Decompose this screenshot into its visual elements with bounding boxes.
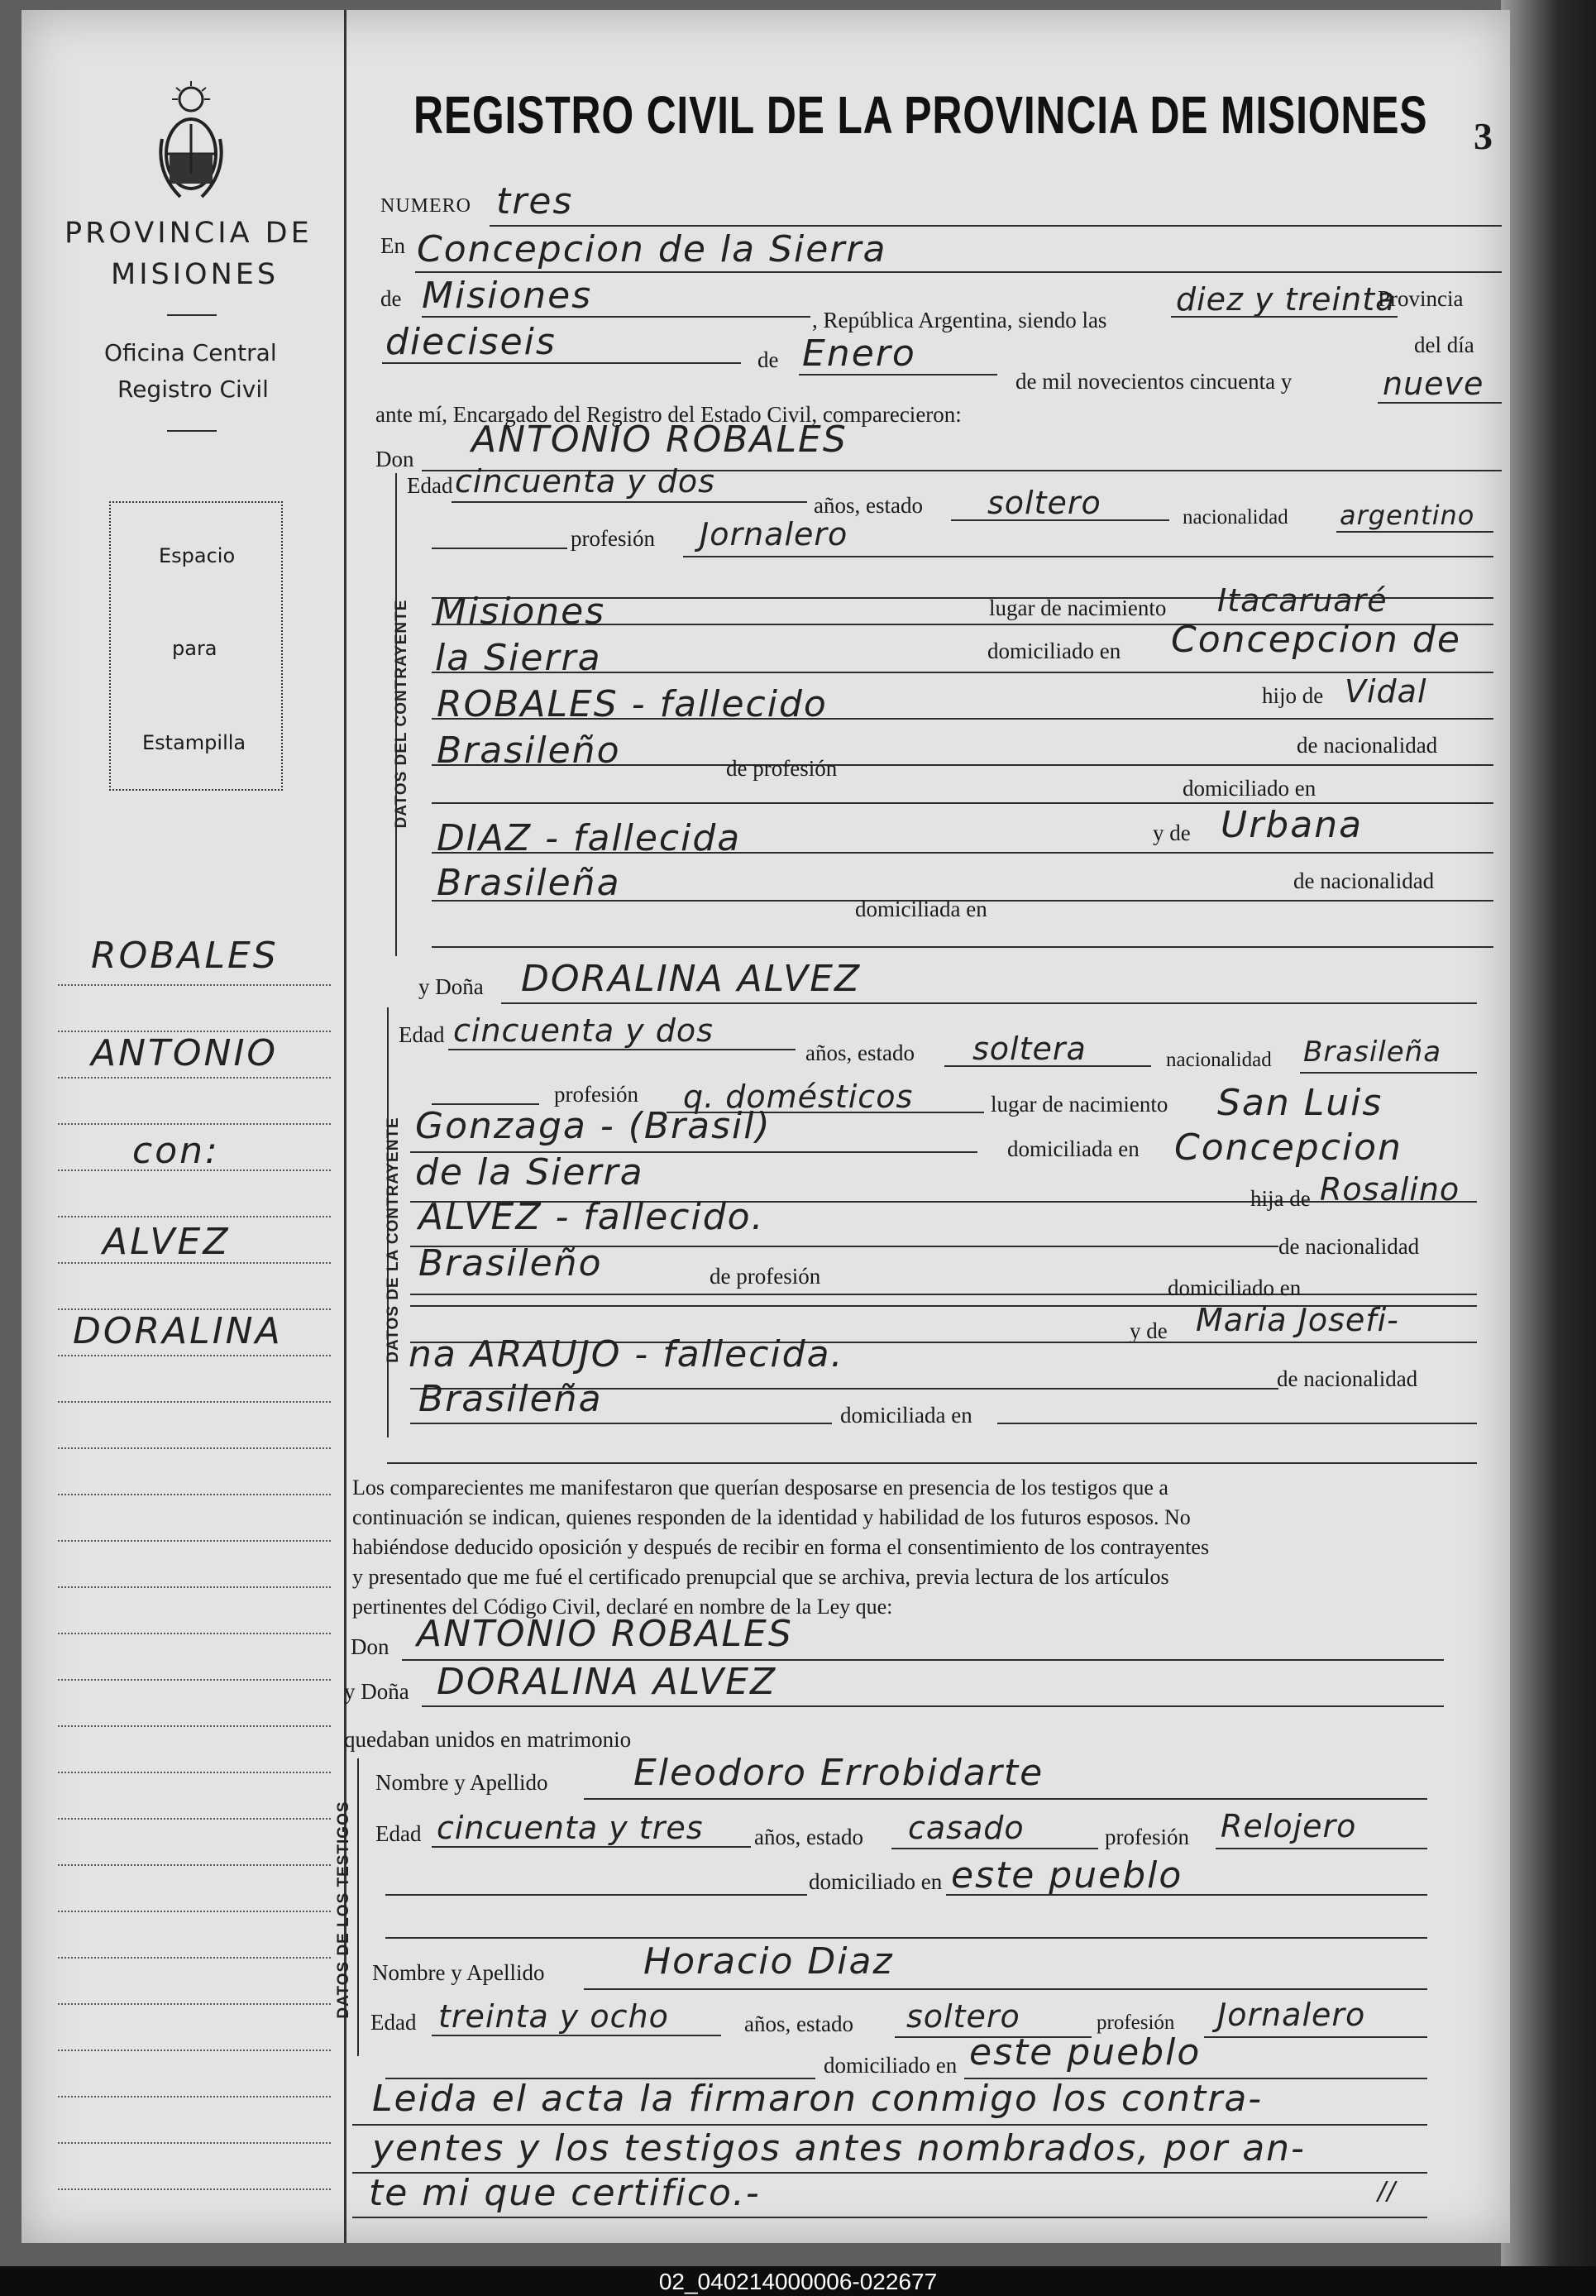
groom-domicilio-value: Concepcion de bbox=[1171, 619, 1461, 661]
domiciliado-label: domiciliado en bbox=[987, 639, 1121, 663]
closing-line: te mi que certifico.- bbox=[369, 2172, 761, 2214]
field-line bbox=[410, 1294, 1477, 1295]
declaration-line: y presentado que me fué el certificado prenupcial que se archiva, previa lectura de los artículos bbox=[352, 1565, 1169, 1589]
ruled-line bbox=[58, 1447, 331, 1449]
groom-padre-apellido: ROBALES - fallecido bbox=[437, 683, 828, 725]
bride-profesion-value: q. domésticos bbox=[683, 1079, 914, 1115]
bride-lugar-value: San Luis bbox=[1217, 1082, 1383, 1124]
ante-mi-text: ante mí, Encargado del Registro del Estado Civil, comparecieron: bbox=[375, 402, 962, 427]
nacionalidad-label: nacionalidad bbox=[1183, 506, 1288, 529]
field-line bbox=[944, 1065, 1151, 1067]
hora-value: diez y treinta bbox=[1176, 281, 1396, 318]
y-de-label: y de bbox=[1130, 1318, 1168, 1343]
groom-estado-value: soltero bbox=[987, 485, 1101, 521]
groom-nacionalidad-value: argentino bbox=[1340, 500, 1475, 531]
witness2-domicilio: este pueblo bbox=[969, 2031, 1202, 2074]
field-line bbox=[452, 501, 807, 503]
ruled-line bbox=[58, 984, 331, 986]
anio-text: de mil novecientos cincuenta y bbox=[1015, 369, 1293, 394]
bride-padre-nombre: Rosalino bbox=[1320, 1171, 1460, 1208]
witness2-edad: treinta y ocho bbox=[438, 1998, 669, 2035]
field-line bbox=[1300, 1072, 1477, 1074]
lugar-label: lugar de nacimiento bbox=[991, 1092, 1168, 1117]
field-line bbox=[683, 556, 1493, 557]
anios-estado-label: años, estado bbox=[805, 1040, 915, 1065]
provincia-label: Provincia bbox=[1378, 286, 1464, 311]
bride-lugar-value: Gonzaga - (Brasil) bbox=[415, 1105, 772, 1147]
field-line bbox=[1336, 531, 1493, 533]
hija-de-label: hija de bbox=[1250, 1186, 1311, 1211]
closing-line: yentes y los testigos antes nombrados, por an- bbox=[372, 2127, 1306, 2169]
ruled-line bbox=[58, 1633, 331, 1634]
profesion-label: profesión bbox=[554, 1082, 638, 1107]
de-profesion-label: de profesión bbox=[710, 1264, 821, 1289]
ruled-line bbox=[58, 1123, 331, 1125]
divider bbox=[167, 430, 217, 432]
bride-madre-apellido: na ARAUJO - fallecida. bbox=[409, 1333, 844, 1375]
ruled-line bbox=[58, 1679, 331, 1681]
profesion-label: profesión bbox=[1097, 2011, 1175, 2034]
lugar-acta-value: Concepcion de la Sierra bbox=[417, 228, 887, 270]
field-line bbox=[382, 362, 741, 364]
ruled-line bbox=[58, 1077, 331, 1079]
domiciliada-label: domiciliada en bbox=[1007, 1136, 1140, 1161]
edad-label: Edad bbox=[399, 1022, 445, 1047]
ruled-line bbox=[58, 1864, 331, 1866]
witness1-profesion: Relojero bbox=[1221, 1808, 1357, 1844]
field-line bbox=[422, 1705, 1444, 1707]
witness1-domicilio: este pueblo bbox=[951, 1854, 1183, 1897]
don-label: Don bbox=[375, 447, 414, 471]
anios-estado-label: años, estado bbox=[744, 2011, 853, 2036]
domiciliado-label: domiciliado en bbox=[824, 2053, 958, 2078]
field-line bbox=[387, 1462, 1477, 1464]
witnesses-section-label: DATOS DE LOS TESTIGOS bbox=[335, 1801, 352, 2019]
field-line bbox=[946, 1894, 1427, 1896]
ruled-line bbox=[58, 1772, 331, 1773]
ruled-line bbox=[58, 1957, 331, 1959]
witness2-estado: soltero bbox=[906, 1998, 1020, 2035]
bride-domicilio-value: de la Sierra bbox=[415, 1151, 644, 1193]
groom-madre-apellido: DIAZ - fallecida bbox=[437, 817, 742, 859]
field-line bbox=[1216, 1848, 1427, 1849]
witness1-edad: cincuenta y tres bbox=[437, 1810, 704, 1846]
registry-label: Registro Civil bbox=[117, 375, 269, 403]
anios-estado-label: años, estado bbox=[754, 1825, 863, 1849]
nombre-label: Nombre y Apellido bbox=[372, 1960, 545, 1985]
de-profesion-label: de profesión bbox=[726, 756, 838, 781]
stamp-label: Estampilla bbox=[142, 731, 246, 754]
ruled-line bbox=[58, 1401, 331, 1403]
bride-padre-nacionalidad: Brasileño bbox=[418, 1242, 603, 1284]
field-line bbox=[432, 764, 1493, 766]
y-dona-label: y Doña bbox=[344, 1679, 409, 1704]
groom-padre-nombre: Vidal bbox=[1345, 673, 1427, 710]
field-line bbox=[352, 2124, 1427, 2126]
field-line bbox=[1378, 402, 1502, 404]
folio-number: 3 bbox=[1474, 115, 1493, 157]
field-line bbox=[410, 1423, 832, 1424]
ruled-line bbox=[58, 1262, 331, 1264]
declaration-line: Los comparecientes me manifestaron que querían desposarse en presencia de los testigos que a bbox=[352, 1476, 1168, 1500]
lugar-label: lugar de nacimiento bbox=[989, 596, 1167, 620]
image-caption: 02_040214000006-022677 bbox=[658, 2269, 938, 2294]
field-line bbox=[432, 852, 1493, 854]
field-line bbox=[1204, 2036, 1427, 2038]
domiciliado-en-label: domiciliado en bbox=[1183, 776, 1316, 801]
field-line bbox=[352, 2217, 1427, 2218]
de-nacionalidad-label: de nacionalidad bbox=[1297, 733, 1438, 758]
edad-label: Edad bbox=[407, 473, 453, 498]
domiciliado-label: domiciliado en bbox=[809, 1869, 943, 1894]
ruled-line bbox=[58, 2050, 331, 2051]
sidebar-surname: ROBALES bbox=[91, 935, 279, 977]
anio-value: nueve bbox=[1383, 366, 1484, 402]
de-nacionalidad-label: de nacionalidad bbox=[1278, 1234, 1420, 1259]
witness2-nombre: Horacio Diaz bbox=[643, 1940, 894, 1983]
nacionalidad-label: nacionalidad bbox=[1166, 1049, 1272, 1071]
groom-lugar-value: Itacaruaré bbox=[1217, 582, 1388, 619]
register-page bbox=[22, 10, 1510, 2243]
republica-text: , República Argentina, siendo las bbox=[812, 308, 1107, 332]
field-line bbox=[799, 374, 997, 375]
bride-section-label: DATOS DE LA CONTRAYENTE bbox=[385, 1117, 402, 1363]
edad-label: Edad bbox=[370, 2010, 417, 2035]
groom-profesion-value: Jornalero bbox=[700, 516, 848, 552]
profesion-label: profesión bbox=[1105, 1825, 1189, 1849]
bride-domicilio-value: Concepcion bbox=[1174, 1126, 1402, 1169]
sidebar-bride-surname: ALVEZ bbox=[103, 1221, 231, 1263]
ruled-line bbox=[58, 2096, 331, 2097]
ruled-line bbox=[58, 1494, 331, 1495]
end-mark: // bbox=[1378, 2177, 1397, 2206]
field-line bbox=[490, 225, 1502, 227]
witness1-estado: casado bbox=[908, 1810, 1025, 1846]
groom-padre-nacionalidad: Brasileño bbox=[437, 729, 621, 772]
domiciliada-en-label: domiciliada en bbox=[855, 897, 987, 921]
stamp-label: Espacio bbox=[159, 544, 236, 567]
field-line bbox=[432, 548, 567, 549]
provincia-value: Misiones bbox=[422, 275, 593, 317]
stamp-label: para bbox=[172, 637, 217, 660]
dona-value: DORALINA ALVEZ bbox=[521, 958, 862, 1000]
don-value: ANTONIO ROBALES bbox=[471, 419, 848, 461]
ruled-line bbox=[58, 2142, 331, 2144]
book-edge bbox=[1501, 0, 1596, 2266]
witness1-nombre: Eleodoro Errobidarte bbox=[633, 1752, 1044, 1794]
coat-of-arms-icon bbox=[155, 81, 227, 205]
witness2-profesion: Jornalero bbox=[1217, 1997, 1366, 2033]
field-line bbox=[997, 1423, 1477, 1424]
groom-lugar-value: Misiones bbox=[435, 591, 606, 633]
numero-value: tres bbox=[496, 180, 574, 222]
field-line bbox=[584, 1798, 1427, 1800]
province-name: MISIONES bbox=[111, 258, 280, 291]
y-dona-label: y Doña bbox=[418, 974, 484, 999]
dia-value: dieciseis bbox=[385, 321, 557, 363]
ruled-line bbox=[58, 1725, 331, 1727]
de-mes-label: de bbox=[757, 347, 779, 372]
sidebar-bride-name: DORALINA bbox=[73, 1310, 283, 1352]
de-nacionalidad-label: de nacionalidad bbox=[1293, 868, 1435, 893]
field-line bbox=[432, 718, 1493, 720]
groom-section-label: DATOS DEL CONTRAYENTE bbox=[393, 599, 410, 829]
edad-label: Edad bbox=[375, 1821, 422, 1846]
groom-madre-nacionalidad: Brasileña bbox=[437, 862, 621, 904]
bride-edad-value: cincuenta y dos bbox=[453, 1012, 714, 1049]
declaration-line: pertinentes del Código Civil, declaré en nombre de la Ley que: bbox=[352, 1595, 893, 1619]
don-label: Don bbox=[351, 1634, 389, 1659]
divider bbox=[167, 314, 217, 316]
ruled-line bbox=[58, 1216, 331, 1217]
stamp-space-box bbox=[109, 501, 283, 791]
domiciliada-en-label: domiciliada en bbox=[840, 1403, 972, 1428]
hijo-de-label: hijo de bbox=[1262, 683, 1324, 708]
domiciliado-en-label: domiciliado en bbox=[1168, 1275, 1302, 1300]
field-line bbox=[501, 1002, 1477, 1004]
sidebar-connector: con: bbox=[132, 1130, 220, 1172]
field-line bbox=[422, 316, 810, 318]
declaration-line: continuación se indican, quienes responden de la identidad y habilidad de los futuros esposos. No bbox=[352, 1505, 1191, 1529]
sidebar-given-name: ANTONIO bbox=[91, 1032, 279, 1074]
numero-label: NUMERO bbox=[380, 195, 472, 217]
ruled-line bbox=[58, 1540, 331, 1542]
ruled-line bbox=[58, 1170, 331, 1171]
field-line bbox=[1171, 316, 1398, 318]
groom-domicilio-value: la Sierra bbox=[435, 637, 602, 679]
bride-padre-apellido: ALVEZ - fallecido. bbox=[418, 1196, 765, 1238]
field-line bbox=[891, 1848, 1098, 1849]
y-de-label: y de bbox=[1153, 820, 1191, 845]
field-line bbox=[385, 1894, 807, 1896]
field-line bbox=[432, 2035, 721, 2036]
anios-estado-label: años, estado bbox=[814, 493, 923, 518]
field-line bbox=[584, 1988, 1427, 1990]
nombre-label: Nombre y Apellido bbox=[375, 1770, 548, 1795]
field-line bbox=[432, 672, 1493, 673]
field-line bbox=[415, 271, 1502, 273]
field-line bbox=[385, 1937, 1427, 1939]
page-title: REGISTRO CIVIL DE LA PROVINCIA DE MISIONES bbox=[413, 85, 1428, 145]
ruled-line bbox=[58, 2188, 331, 2190]
mes-value: Enero bbox=[802, 332, 916, 375]
bride-madre-nacionalidad: Brasileña bbox=[418, 1378, 603, 1420]
profesion-label: profesión bbox=[571, 526, 655, 551]
en-label: En bbox=[380, 233, 405, 258]
groom-edad-value: cincuenta y dos bbox=[455, 463, 715, 500]
declaration-line: habiéndose deducido oposición y después de recibir en forma el consentimiento de los contrayentes bbox=[352, 1535, 1210, 1559]
ruled-line bbox=[58, 1911, 331, 1912]
ruled-line bbox=[58, 1355, 331, 1356]
closing-line: Leida el acta la firmaron conmigo los contra- bbox=[372, 2078, 1264, 2120]
ruled-line bbox=[58, 1818, 331, 1820]
ruled-line bbox=[58, 1586, 331, 1588]
sidebar bbox=[22, 10, 346, 2243]
bracket-line bbox=[357, 1758, 359, 2056]
de-nacionalidad-label: de nacionalidad bbox=[1277, 1366, 1418, 1391]
ruled-line bbox=[58, 2003, 331, 2005]
province-label: PROVINCIA DE bbox=[65, 217, 313, 250]
field-line bbox=[951, 519, 1169, 521]
declaration-dona-value: DORALINA ALVEZ bbox=[437, 1661, 777, 1703]
bride-nacionalidad-value: Brasileña bbox=[1303, 1036, 1442, 1069]
field-line bbox=[432, 1846, 751, 1848]
declaration-don-value: ANTONIO ROBALES bbox=[417, 1613, 793, 1655]
field-line bbox=[432, 946, 1493, 948]
office-label: Oficina Central bbox=[104, 339, 277, 366]
bride-estado-value: soltera bbox=[972, 1031, 1087, 1067]
field-line bbox=[448, 1049, 796, 1050]
bride-madre-nombre: Maria Josefi- bbox=[1196, 1302, 1399, 1338]
groom-madre-nombre: Urbana bbox=[1221, 804, 1364, 846]
del-dia-label: del día bbox=[1414, 332, 1474, 357]
matrimonio-text: quedaban unidos en matrimonio bbox=[344, 1727, 632, 1752]
de-label: de bbox=[380, 286, 402, 311]
